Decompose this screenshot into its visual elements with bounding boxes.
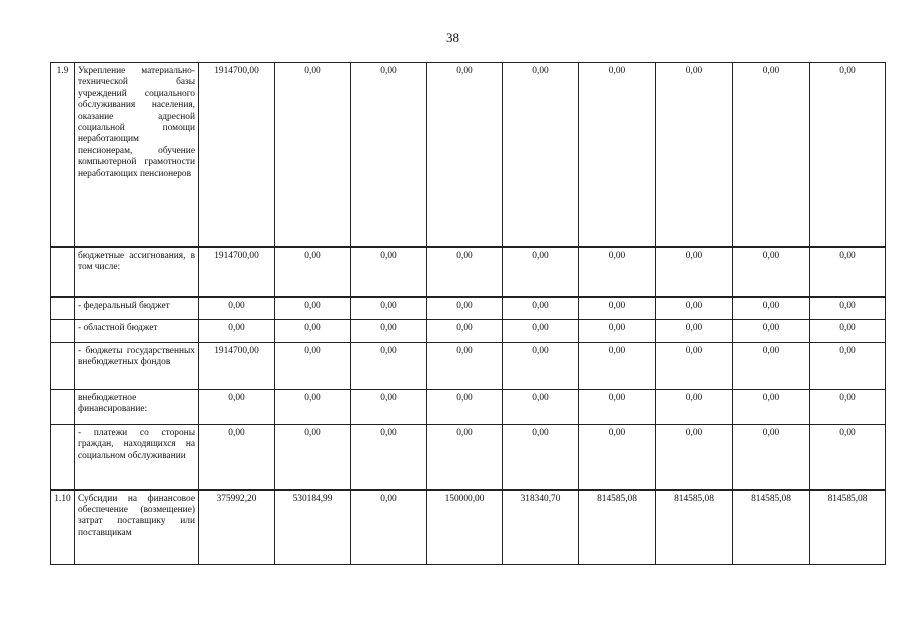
value-cell: 375992,20: [199, 490, 275, 565]
value-cell: 0,00: [503, 63, 579, 247]
value-cell: 0,00: [656, 247, 733, 297]
value-cell: 0,00: [199, 425, 275, 490]
value-cell: 1914700,00: [199, 247, 275, 297]
row-label-cell: Субсидии на финансовое обеспечение (возмещение) затрат поставщику или поставщикам: [75, 490, 199, 565]
value-cell: 814585,08: [656, 490, 733, 565]
value-cell: 814585,08: [810, 490, 886, 565]
row-number-cell: 1.9: [51, 63, 75, 247]
value-cell: 0,00: [733, 247, 810, 297]
value-cell: 0,00: [579, 63, 656, 247]
value-cell: 0,00: [351, 297, 427, 320]
value-cell: 150000,00: [427, 490, 503, 565]
value-cell: 0,00: [733, 425, 810, 490]
value-cell: 0,00: [503, 320, 579, 343]
value-cell: 0,00: [427, 247, 503, 297]
table-row: [51, 490, 886, 565]
value-cell: 0,00: [351, 390, 427, 425]
value-cell: 814585,08: [579, 490, 656, 565]
value-cell: 0,00: [351, 425, 427, 490]
value-cell: 0,00: [427, 390, 503, 425]
row-number-cell: [51, 247, 75, 297]
value-cell: 0,00: [810, 390, 886, 425]
value-cell: 0,00: [427, 320, 503, 343]
value-cell: 0,00: [275, 343, 351, 390]
row-number-cell: [51, 425, 75, 490]
value-cell: 0,00: [733, 390, 810, 425]
value-cell: 0,00: [503, 247, 579, 297]
value-cell: 0,00: [351, 63, 427, 247]
value-cell: 0,00: [503, 390, 579, 425]
value-cell: 0,00: [275, 297, 351, 320]
row-number-cell: [51, 297, 75, 320]
value-cell: 0,00: [351, 490, 427, 565]
value-cell: 0,00: [275, 320, 351, 343]
table-row: [51, 390, 886, 425]
value-cell: 0,00: [579, 297, 656, 320]
value-cell: 1914700,00: [199, 63, 275, 247]
value-cell: 0,00: [810, 247, 886, 297]
value-cell: 0,00: [351, 247, 427, 297]
value-cell: 0,00: [810, 320, 886, 343]
value-cell: 530184,99: [275, 490, 351, 565]
value-cell: 0,00: [656, 297, 733, 320]
row-label-cell: - областной бюджет: [75, 320, 199, 343]
value-cell: 0,00: [733, 297, 810, 320]
value-cell: 0,00: [275, 425, 351, 490]
value-cell: 0,00: [810, 297, 886, 320]
row-label-cell: Укрепление материально-технической базы учреждений социального обслуживания населения, оказание адресной социальной помощи неработающим пенсионерам, обучение компьютерной грамотности неработающих пенсионеров: [75, 63, 199, 247]
table-row: [51, 343, 886, 390]
table-row: [51, 297, 886, 320]
value-cell: 0,00: [275, 63, 351, 247]
value-cell: 0,00: [810, 63, 886, 247]
value-cell: 0,00: [427, 425, 503, 490]
row-label-cell: внебюджетное финансирование:: [75, 390, 199, 425]
row-number-cell: 1.10: [51, 490, 75, 565]
value-cell: 0,00: [199, 390, 275, 425]
value-cell: 0,00: [199, 320, 275, 343]
value-cell: 0,00: [656, 390, 733, 425]
row-number-cell: [51, 390, 75, 425]
value-cell: 814585,08: [733, 490, 810, 565]
row-label-cell: - бюджеты государственных внебюджетных фондов: [75, 343, 199, 390]
value-cell: 0,00: [427, 297, 503, 320]
budget-table: [50, 62, 886, 565]
row-label-cell: - федеральный бюджет: [75, 297, 199, 320]
value-cell: 0,00: [656, 425, 733, 490]
value-cell: 0,00: [733, 343, 810, 390]
value-cell: 0,00: [579, 425, 656, 490]
value-cell: 0,00: [810, 425, 886, 490]
value-cell: 0,00: [733, 63, 810, 247]
value-cell: 0,00: [733, 320, 810, 343]
value-cell: 0,00: [579, 390, 656, 425]
value-cell: 0,00: [275, 390, 351, 425]
value-cell: 0,00: [351, 320, 427, 343]
value-cell: 0,00: [427, 63, 503, 247]
value-cell: 0,00: [579, 320, 656, 343]
row-label-cell: бюджетные ассигнования, в том числе:: [75, 247, 199, 297]
value-cell: 0,00: [579, 247, 656, 297]
row-number-cell: [51, 320, 75, 343]
value-cell: 1914700,00: [199, 343, 275, 390]
table-row: [51, 425, 886, 490]
row-label-cell: - платежи со стороны граждан, находящихся на социальном обслуживании: [75, 425, 199, 490]
value-cell: 0,00: [351, 343, 427, 390]
value-cell: 0,00: [275, 247, 351, 297]
value-cell: 318340,70: [503, 490, 579, 565]
table-body: [51, 63, 886, 565]
value-cell: 0,00: [656, 63, 733, 247]
value-cell: 0,00: [427, 343, 503, 390]
row-number-cell: [51, 343, 75, 390]
page-number: 38: [446, 30, 459, 45]
value-cell: 0,00: [656, 343, 733, 390]
value-cell: 0,00: [810, 343, 886, 390]
table-row: [51, 63, 886, 247]
value-cell: 0,00: [503, 343, 579, 390]
table-row: [51, 247, 886, 297]
table-row: [51, 320, 886, 343]
value-cell: 0,00: [199, 297, 275, 320]
value-cell: 0,00: [503, 297, 579, 320]
value-cell: 0,00: [656, 320, 733, 343]
value-cell: 0,00: [579, 343, 656, 390]
value-cell: 0,00: [503, 425, 579, 490]
